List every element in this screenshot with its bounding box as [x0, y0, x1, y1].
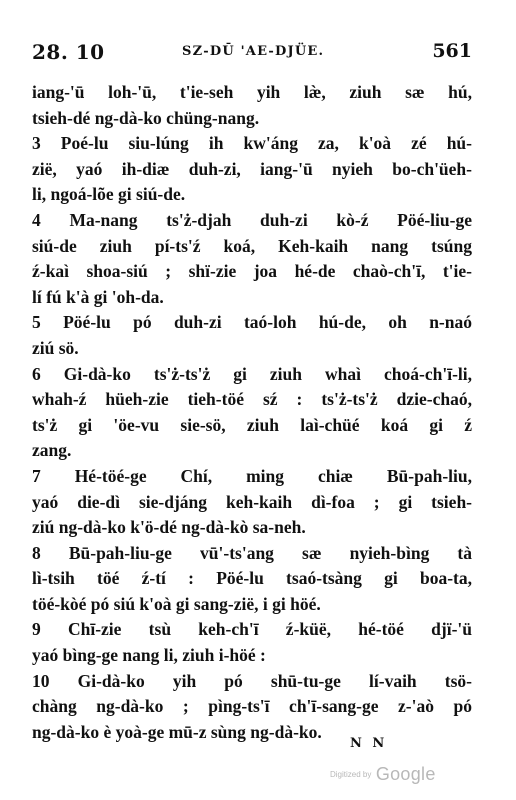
text-line: chàng ng-dà-ko ; pìng-ts'ī ch'ī-sang-ge z-'aò pó [32, 696, 472, 717]
text-line: zië, yaó ih-diæ duh-zi, iang-'ū nyieh bo-ch'üeh- [32, 158, 472, 179]
digitization-watermark [330, 764, 436, 785]
running-header [32, 40, 472, 68]
watermark-prefix: Digitized by [330, 770, 372, 779]
page-number: 561 [432, 40, 472, 62]
text-line: yaó bìng-ge nang li, ziuh i-höé : [32, 645, 266, 666]
text-line: lì-tsih töé ź-tí : Pöé-lu tsaó-tsàng gi boa-ta, [32, 568, 472, 589]
text-line: ziú ng-dà-ko k'ö-dé ng-dà-kò sa-neh. [32, 517, 306, 538]
page-body-text [32, 80, 472, 745]
text-line: ziú sö. [32, 337, 79, 358]
text-line: yaó die-dì sie-djáng keh-kaih dì-foa ; gi tsieh- [32, 491, 472, 512]
text-line: 7 Hé-töé-ge Chí, ming chiæ Bū-pah-liu, [32, 465, 472, 486]
running-title: SZ-DŪ 'AE-DJÜE. [182, 44, 325, 59]
text-line: 8 Bū-pah-liu-ge vū'-ts'ang sæ nyieh-bìng tà [32, 542, 472, 563]
text-line: li, ngoá-lõe gi siú-de. [32, 184, 186, 205]
text-line: töé-kòé pó siú k'oà gi sang-zië, i gi höé. [32, 593, 321, 614]
google-logo: Google [375, 764, 436, 784]
text-line: whah-ź hüeh-zie tieh-töé sź : ts'ż-ts'ż dzie-chaó, [32, 389, 472, 410]
text-line: ng-dà-ko è yoà-ge mū-z sùng ng-dà-ko. [32, 721, 322, 742]
text-line: 5 Pöé-lu pó duh-zi taó-loh hú-de, oh n-naó [32, 312, 472, 333]
text-line: siú-de ziuh pí-ts'ź koá, Keh-kaih nang tsúng [32, 235, 472, 256]
text-line: iang-'ū loh-'ū, t'ie-seh yih læ̀, ziuh sæ hú, [32, 82, 472, 102]
chapter-verse-reference: 28. 10 [32, 40, 105, 64]
text-line: ts'ż gi 'öe-vu sie-sö, ziuh laì-chüé koá gi ź [32, 414, 472, 435]
text-line: 10 Gi-dà-ko yih pó shū-tu-ge lí-vaih tsö- [32, 670, 472, 691]
text-line: zang. [32, 440, 72, 461]
text-line: 9 Chī-zie tsù keh-ch'ī ź-küë, hé-töé djï-'ü [32, 619, 472, 640]
printer-signature-mark: N N [350, 736, 388, 751]
text-line: 4 Ma-nang ts'ż-djah duh-zi kò-ź Pöé-liu-ge [32, 209, 472, 230]
text-line: lí fú k'à gi 'oh-da. [32, 286, 164, 307]
text-line: 6 Gi-dà-ko ts'ż-ts'ż gi ziuh whaì choá-ch'ī-li, [32, 363, 472, 384]
text-line: ź-kaì shoa-siú ; shï-zie joa hé-de chaò-ch'ī, t'ie- [32, 261, 472, 282]
text-line: 3 Poé-lu siu-lúng ih kw'áng za, k'oà zé hú- [32, 133, 472, 154]
text-line: tsieh-dé ng-dà-ko chüng-nang. [32, 107, 260, 128]
